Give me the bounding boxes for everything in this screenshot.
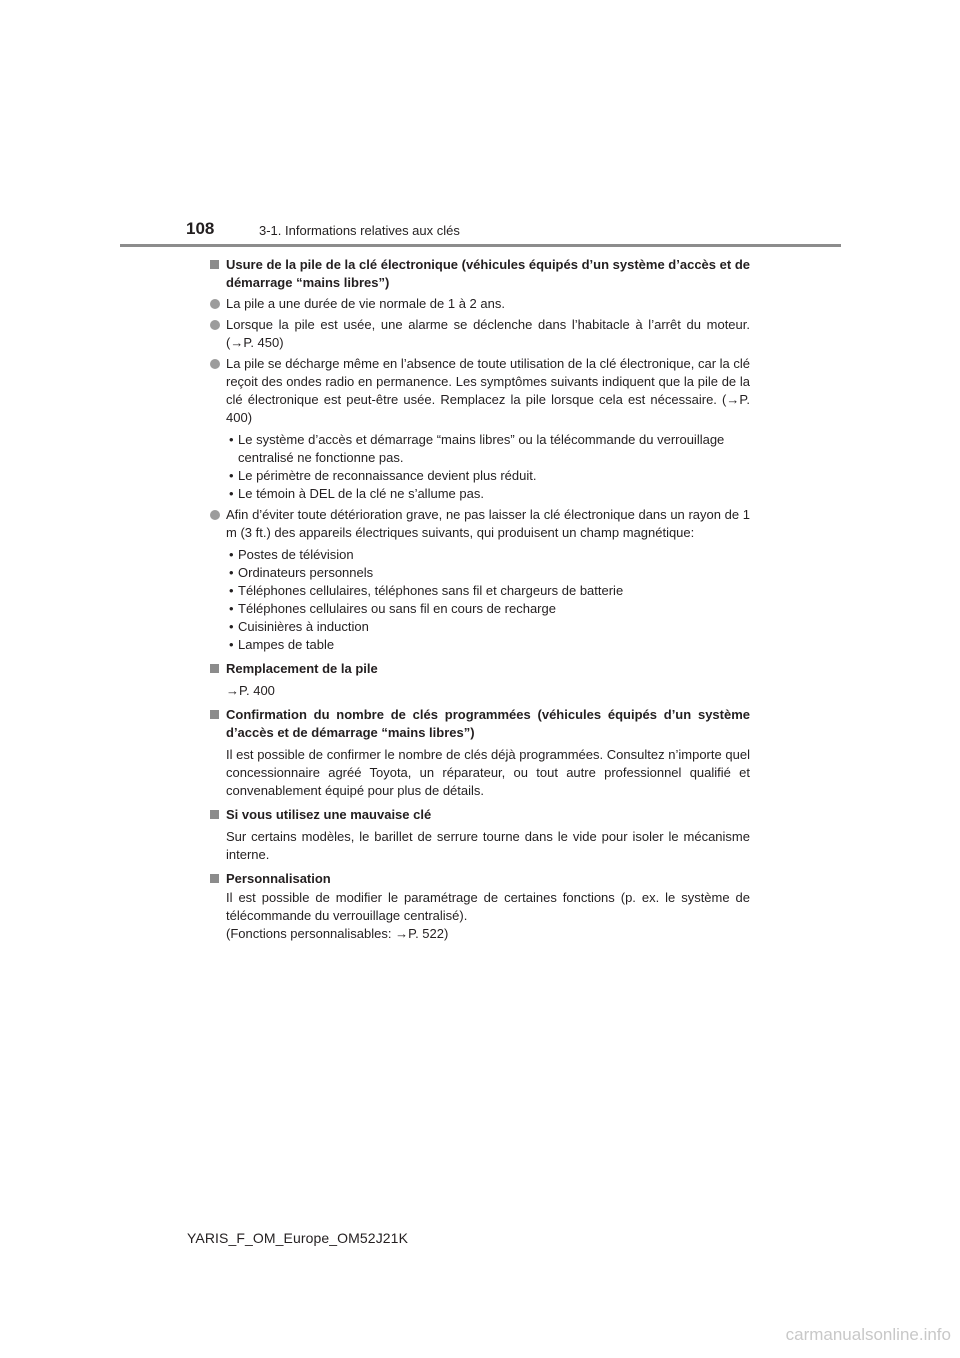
bullet-battery-discharge	[210, 355, 750, 427]
paragraph-wrong-key: Sur certains modèles, le barillet de serrure tourne dans le vide pour isoler le mécanisme interne.	[226, 829, 750, 862]
square-bullet-icon	[210, 710, 219, 719]
circle-bullet-icon	[210, 299, 220, 309]
small-bullet-icon: •	[229, 565, 234, 580]
small-bullet-icon: •	[229, 583, 234, 598]
small-bullet-icon: •	[229, 637, 234, 652]
list-item-text: Le périmètre de reconnaissance devient plus réduit.	[238, 468, 537, 483]
heading-wrong-key	[210, 806, 750, 824]
small-bullet-icon: •	[229, 486, 234, 501]
bullet-text: La pile a une durée de vie normale de 1 à 2 ans.	[226, 296, 505, 311]
page-reference-link[interactable]: →P. 400	[226, 683, 275, 698]
list-item-text: Téléphones cellulaires ou sans fil en cours de recharge	[238, 601, 556, 616]
circle-bullet-icon	[210, 359, 220, 369]
document-code: YARIS_F_OM_Europe_OM52J21K	[187, 1230, 409, 1246]
small-bullet-icon: •	[229, 547, 234, 562]
heading-text: Usure de la pile de la clé électronique (véhicules équipés d’un système d’accès et de démarrage “mains libres”)	[226, 257, 750, 290]
circle-bullet-icon	[210, 510, 220, 520]
heading-text: Si vous utilisez une mauvaise clé	[226, 807, 432, 822]
header-rule	[120, 244, 841, 247]
list-item	[210, 467, 750, 485]
watermark: carmanualsonline.info	[785, 1325, 951, 1344]
list-item-text: Cuisinières à induction	[238, 619, 369, 634]
customization-reference: (Fonctions personnalisables: →P. 522)	[226, 926, 449, 941]
heading-text: Remplacement de la pile	[226, 661, 378, 676]
symptom-list	[210, 431, 750, 503]
bullet-text: Afin d’éviter toute détérioration grave, ne pas laisser la clé électronique dans un rayon de 1 m (3 ft.) des appareils électriques suivants, qui produisent un champ magnétique:	[226, 507, 750, 540]
heading-customization	[210, 870, 750, 888]
list-item-text: Téléphones cellulaires, téléphones sans fil et chargeurs de batterie	[238, 583, 624, 598]
list-item	[210, 485, 750, 503]
list-item-text: Postes de télévision	[238, 547, 354, 562]
list-item	[210, 618, 750, 636]
heading-battery-wear	[210, 256, 750, 292]
list-item	[210, 564, 750, 582]
paragraph-customization: Il est possible de modifier le paramétrage de certaines fonctions (p. ex. le système de télécommande du verrouillage centralisé).	[226, 890, 750, 923]
small-bullet-icon: •	[229, 601, 234, 616]
bullet-battery-life	[210, 295, 750, 313]
bullet-magnetic-field	[210, 506, 750, 542]
list-item	[210, 431, 750, 467]
appliance-list	[210, 546, 750, 654]
page-content	[210, 256, 750, 943]
square-bullet-icon	[210, 664, 219, 673]
small-bullet-icon: •	[229, 468, 234, 483]
list-item-text: Ordinateurs personnels	[238, 565, 374, 580]
page-number: 108	[186, 219, 215, 238]
bullet-text: Lorsque la pile est usée, une alarme se déclenche dans l’habitacle à l’arrêt du moteur. (→P. 450)	[226, 317, 750, 350]
heading-text: Personnalisation	[226, 871, 331, 886]
square-bullet-icon	[210, 260, 219, 269]
square-bullet-icon	[210, 874, 219, 883]
small-bullet-icon: •	[229, 432, 234, 447]
small-bullet-icon: •	[229, 619, 234, 634]
list-item-text: Le témoin à DEL de la clé ne s’allume pas.	[238, 486, 484, 501]
list-item-text: Lampes de table	[238, 637, 335, 652]
heading-key-count	[210, 706, 750, 742]
list-item-text: Le système d’accès et démarrage “mains libres” ou la télécommande du verrouillage centralisé ne fonctionne pas.	[238, 432, 725, 465]
heading-text: Confirmation du nombre de clés programmées (véhicules équipés d’un système d’accès et de démarrage “mains libres”)	[226, 707, 750, 740]
list-item	[210, 546, 750, 564]
list-item	[210, 636, 750, 654]
square-bullet-icon	[210, 810, 219, 819]
list-item	[210, 582, 750, 600]
circle-bullet-icon	[210, 320, 220, 330]
heading-battery-replacement	[210, 660, 750, 678]
bullet-battery-alarm	[210, 316, 750, 352]
bullet-text: La pile se décharge même en l’absence de toute utilisation de la clé électronique, car la clé reçoit des ondes radio en permanence. Les symptômes suivants indiquent que la pile de la clé électronique est peut-être usée. Remplacez la pile lorsque cela est nécessaire. (→P. 400)	[226, 356, 750, 425]
section-title: 3-1. Informations relatives aux clés	[259, 223, 460, 238]
list-item	[210, 600, 750, 618]
paragraph-key-count: Il est possible de confirmer le nombre de clés déjà programmées. Consultez n’importe quel concessionnaire agréé Toyota, un réparateur, ou tout autre professionnel qualifié et convenablement équipé pour plus de détails.	[226, 747, 750, 798]
